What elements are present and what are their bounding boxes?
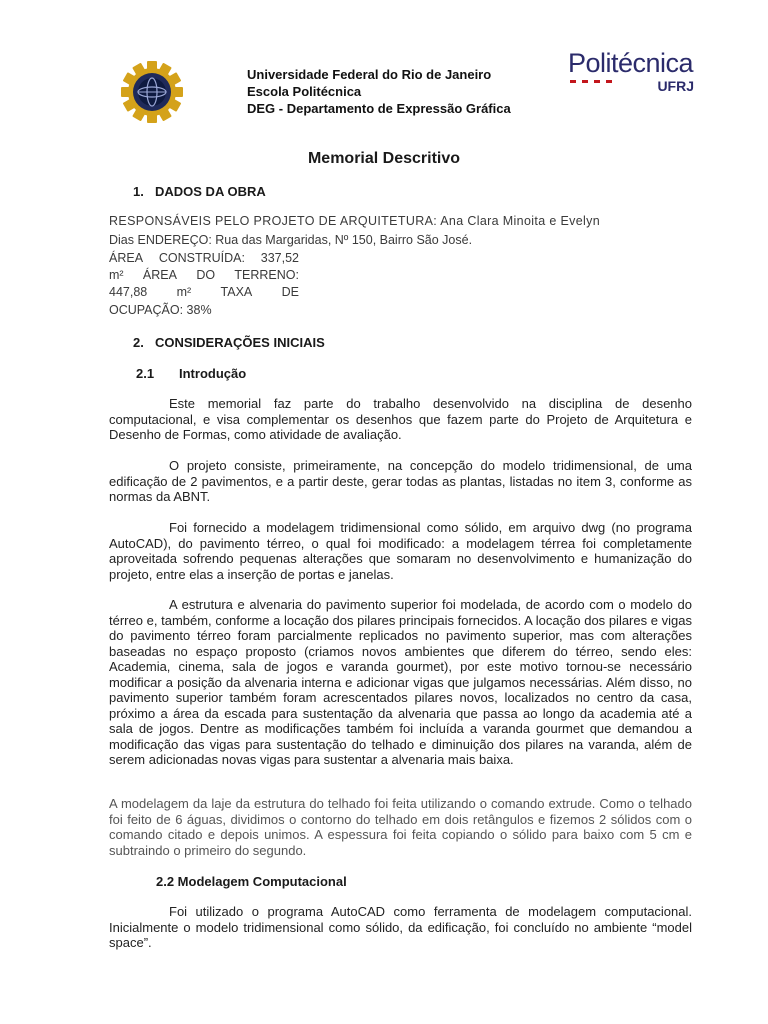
subsection-2-1-title: Introdução xyxy=(179,366,247,381)
institution-block xyxy=(247,66,511,117)
paragraph-computational-modeling: Foi utilizado o programa AutoCAD como ferramenta de modelagem computacional. Inicialmente o modelo tridimensional como sólido, da edificação, foi concluído no ambiente “model space”. xyxy=(109,904,692,950)
subsection-2-1-number: 2.1 xyxy=(136,366,155,381)
section-2-number: 2. xyxy=(133,335,144,350)
institution-school: Escola Politécnica xyxy=(247,84,362,99)
built-area-line xyxy=(109,251,299,265)
land-area-line xyxy=(109,268,299,282)
land-area-value: 447,88 xyxy=(109,285,148,299)
institution-department: DEG - Departamento de Expressão Gráfica xyxy=(247,101,511,116)
document-title: Memorial Descritivo xyxy=(307,150,461,167)
land-area-label-2: DO xyxy=(196,268,216,282)
occupation-rate-line-1 xyxy=(109,285,299,299)
politecnica-logo-dots xyxy=(570,80,612,83)
land-area-value-unit: m² xyxy=(176,285,192,299)
subsection-2-1-heading xyxy=(136,366,246,381)
responsible-line xyxy=(109,214,619,228)
paragraph-upper-floor: A estrutura e alvenaria do pavimento superior foi modelada, de acordo com o modelo do térreo e, também, conforme a locação dos pilares principais fornecidos. A locação dos pilares e vigas do pavimento térreo foram parcialmente replicados no pavimento superior, mas com alterações baseadas no espaço proposto (criamos novos ambientes que diferem do térreo, sendo eles: Academia, cinema, sala de jogos e varanda gourmet), por este motivo tornou-se necessário modificar a posição da alvenaria interna e adicionar vigas que julgamos necessárias. Além disso, no pavimento superior também foram acrescentados pilares novos, localizados no centro da casa, próximo a área da escada para sustentação da alvenaria que passa ao longo da academia até a sala de jogos. Dentre as modificações também foi incluída a varanda gourmet que demandou a modificação das vigas para sustentação do telhado e diminuição dos pilares na varanda, além de serem adicionadas novas vigas para sustentar a alvenaria mais baixa. xyxy=(109,597,692,767)
occupation-label-2: DE xyxy=(281,285,299,299)
built-area-label-1: ÁREA xyxy=(109,251,144,265)
subsection-2-2-heading: 2.2 Modelagem Computacional xyxy=(156,874,347,889)
politecnica-logo-text: Politécnica xyxy=(568,48,694,78)
occupation-rate-line-2: OCUPAÇÃO: 38% xyxy=(109,303,212,317)
address-line: Dias ENDEREÇO: Rua das Margaridas, Nº 150, Bairro São José. xyxy=(109,233,473,247)
institution-university: Universidade Federal do Rio de Janeiro xyxy=(247,67,492,82)
paragraph-modeling-ground: Foi fornecido a modelagem tridimensional como sólido, em arquivo dwg (no programa AutoCAD), do pavimento térreo, o qual foi modificado: a modelagem térrea foi completamente aproveitada sofrendo pequenas alterações que somaram no desenvolvimento e humanização do projeto, entre elas a inserção de portas e janelas. xyxy=(109,520,692,582)
paragraph-roof: A modelagem da laje da estrutura do telhado foi feita utilizando o comando extrude. Como o telhado foi feito de 6 águas, dividimos o contorno do telhado em dois retângulos e fizemos 2 sólidos com o comando citado e depois unimos. A espessura foi feita copiando o sólido para baixo com 5 cm e subtraindo o primeiro do segundo. xyxy=(109,796,692,858)
section-1-heading xyxy=(133,184,266,199)
section-2-title: CONSIDERAÇÕES INICIAIS xyxy=(155,335,325,350)
gear-logo-icon xyxy=(120,60,184,124)
land-area-label-1: ÁREA xyxy=(142,268,177,282)
section-2-heading xyxy=(133,335,325,350)
politecnica-logo-ufrj: UFRJ xyxy=(657,78,694,94)
section-1-title: DADOS DA OBRA xyxy=(155,184,266,199)
responsible-text: RESPONSÁVEIS PELO PROJETO DE ARQUITETURA: Ana Clara Minoita e Evelyn xyxy=(109,214,601,228)
paragraph-intro: Este memorial faz parte do trabalho desenvolvido na disciplina de desenho computacional, e visa complementar os desenhos que fazem parte do Projeto de Arquitetura e Desenho de Formas, como atividade de avaliação. xyxy=(109,396,692,442)
built-area-label-2: CONSTRUÍDA: xyxy=(158,251,245,265)
occupation-label-1: TAXA xyxy=(220,285,253,299)
politecnica-logo xyxy=(568,48,698,96)
land-area-label-3: TERRENO: xyxy=(234,268,299,282)
land-area-unit: m² xyxy=(109,268,124,282)
section-1-number: 1. xyxy=(133,184,144,199)
built-area-value: 337,52 xyxy=(260,251,299,265)
paragraph-project: O projeto consiste, primeiramente, na concepção do modelo tridimensional, de uma edificação de 2 pavimentos, e a partir deste, gerar todas as plantas, listadas no item 3, conforme as normas da ABNT. xyxy=(109,458,692,504)
